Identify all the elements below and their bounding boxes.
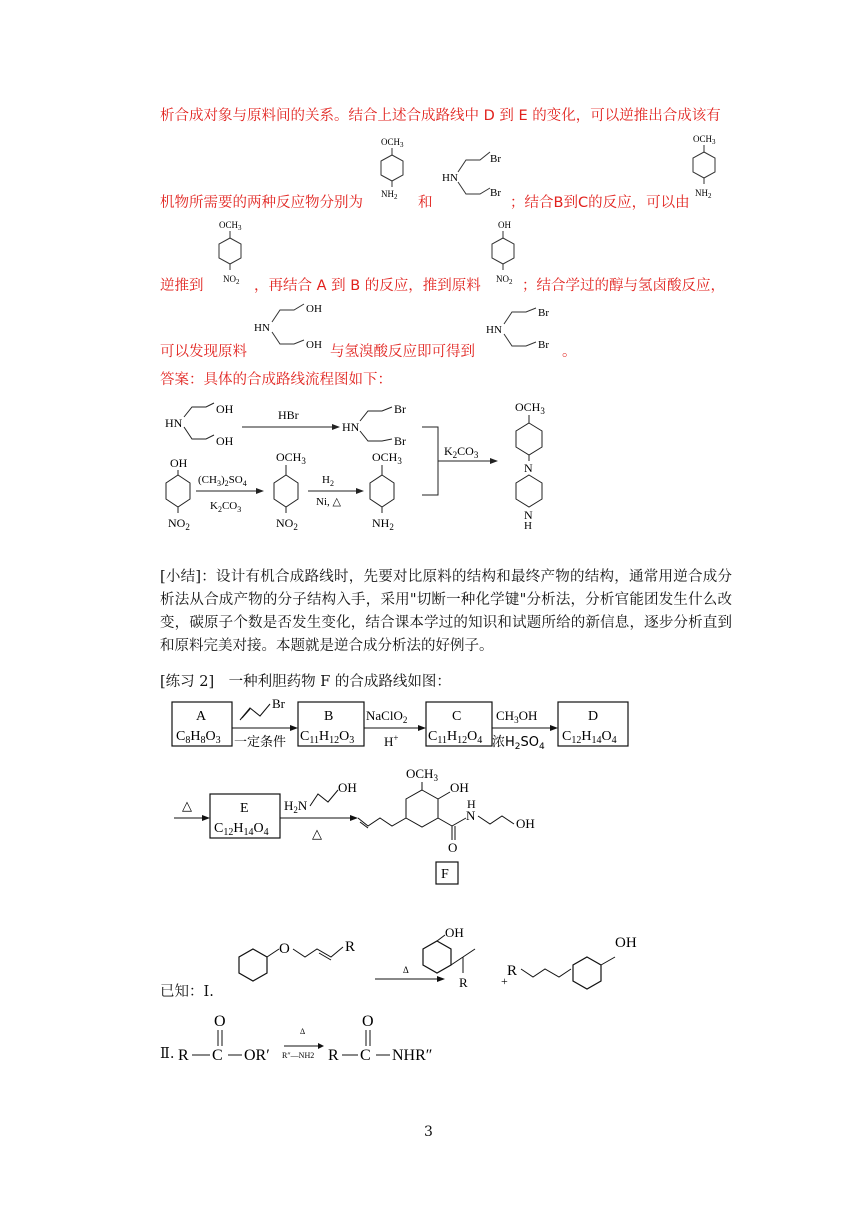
svg-text:OH: OH <box>216 402 234 416</box>
structure-bis-bromoethylamine <box>440 148 510 208</box>
synthesis-scheme-1 <box>160 395 720 530</box>
svg-text:HN: HN <box>486 324 502 336</box>
structure-p-nitrophenol <box>478 216 528 288</box>
structure-p-anisidine-2 <box>685 130 745 202</box>
svg-text:E: E <box>240 801 249 816</box>
svg-text:HN: HN <box>442 172 458 184</box>
svg-text:Δ: Δ <box>403 965 409 975</box>
page-number: 3 <box>424 1124 433 1140</box>
svg-text:C12H14O4: $C_{12}H_{14}O_4$ <box>562 729 617 746</box>
svg-text:C: C <box>452 709 462 724</box>
svg-text:Br: Br <box>490 153 501 165</box>
synthesis-scheme-2 <box>160 694 760 894</box>
svg-text:F: F <box>441 867 449 882</box>
summary-paragraph: [小结]：设计有机合成路线时，先要对比原料的结构和最终产物的结构，通常用逆合成分析法从合成产物的分子结构入手，采用"切断一种化学键"分析法，分析官能团发生什么改变，碳原子个数是否发生变化，结合课本学过的知识和试题所给的新信息，逐步分析直到和原料完美对接。本题就是逆合成分析法的好例子。 <box>160 569 732 654</box>
svg-text:R: R <box>459 975 468 990</box>
exercise-heading: [练习 2] 一种利胆药物 F 的合成路线如图： <box>160 674 451 690</box>
paragraph-line-4b: 与氢溴酸反应即可得到 <box>330 344 475 360</box>
paragraph-line-3a: 逆推到 <box>160 278 204 294</box>
svg-text:N: N <box>466 808 476 823</box>
paragraph-line-2c: ；结合B到C的反应，可以由 <box>510 195 690 211</box>
svg-text:OH: OH <box>216 434 234 448</box>
svg-text:NaClO2: NaClO$_2$ <box>366 708 408 725</box>
svg-text:O: O <box>448 840 458 855</box>
svg-text:OR′: OR′ <box>244 1047 270 1064</box>
paragraph-line-2b: 和 <box>418 195 433 211</box>
svg-text:C12H14O4: $C_{12}H_{14}O_4$ <box>214 821 269 838</box>
structure-diethanolamine <box>252 298 332 360</box>
svg-text:K2CO3: $K_2CO_3$ <box>444 444 479 460</box>
svg-text:Br: Br <box>490 187 501 199</box>
svg-text:一定条件: 一定条件 <box>234 735 287 750</box>
svg-text:OCH3: $OCH_3$ <box>515 400 545 416</box>
svg-text:OCH3: $OCH_3$ <box>406 766 438 783</box>
svg-text:OH: OH <box>170 456 188 470</box>
svg-text:NO2: $NO_2$ <box>223 274 240 286</box>
known-label-2: Ⅱ. <box>160 1046 175 1062</box>
svg-text:H: H <box>467 797 476 811</box>
svg-text:(CH3)2SO4: $(CH_3)_2SO_4$ <box>198 474 247 488</box>
svg-text:C11H12O3: $C_{11}H_{12}O_3$ <box>300 729 355 746</box>
svg-text:R: R <box>345 939 356 955</box>
paragraph-line-2a: 机物所需要的两种反应物分别为 <box>160 195 363 211</box>
paragraph-line-3c: ；结合学过的醇与氢卤酸反应， <box>522 278 725 294</box>
svg-text:Δ: Δ <box>300 1027 306 1036</box>
svg-text:OH: OH <box>338 780 357 795</box>
svg-text:OH: OH <box>306 303 322 315</box>
svg-text:H2N: $H_2N$ <box>284 798 308 815</box>
svg-text:△: △ <box>312 826 322 841</box>
svg-text:HN: HN <box>254 322 270 334</box>
svg-text:NH2: $NH_2$ <box>381 189 398 201</box>
svg-text:O: O <box>279 941 290 957</box>
svg-text:R: R <box>507 963 518 979</box>
svg-text:OCH3: $OCH_3$ <box>219 220 242 232</box>
svg-text:K2CO3: $K_2CO_3$ <box>210 500 242 514</box>
svg-text:Br: Br <box>538 307 549 319</box>
svg-text:OH: OH <box>516 816 535 831</box>
paragraph-line-4c: 。 <box>562 344 577 360</box>
known-reaction-1 <box>225 925 705 1005</box>
svg-text:NHR″: NHR″ <box>392 1047 433 1064</box>
scheme1-diethanolamine <box>165 402 234 448</box>
svg-text:Br: Br <box>394 434 406 448</box>
svg-text:NH2: $NH_2$ <box>695 188 712 200</box>
svg-text:NO2: $NO_2$ <box>168 516 190 530</box>
svg-text:+: + <box>501 974 508 988</box>
svg-text:N: N <box>524 508 533 522</box>
svg-text:NH2: $NH_2$ <box>372 516 394 530</box>
svg-text:H: H <box>524 520 532 530</box>
svg-text:R: R <box>178 1047 189 1064</box>
svg-text:OCH3: $OCH_3$ <box>372 450 402 466</box>
svg-text:NO2: $NO_2$ <box>496 274 513 286</box>
svg-text:OH: OH <box>498 220 511 230</box>
svg-text:浓H2SO4: 浓$H_2SO_4$ <box>492 735 545 752</box>
svg-text:N: N <box>524 461 533 475</box>
paragraph-line-1: 析合成对象与原料间的关系。结合上述合成路线中 D 到 E 的变化，可以逆推出合成该有 <box>160 108 721 124</box>
svg-text:OH: OH <box>306 339 322 351</box>
svg-text:C8H8O3: $C_8H_8O_3$ <box>176 729 221 746</box>
svg-text:C: C <box>212 1047 223 1064</box>
svg-text:Br: Br <box>272 696 285 711</box>
structure-p-anisidine <box>365 135 425 207</box>
svg-text:Br: Br <box>394 402 406 416</box>
svg-text:HN: HN <box>342 420 360 434</box>
svg-text:O: O <box>214 1013 226 1030</box>
svg-text:H+: H+ <box>384 733 399 749</box>
svg-text:CH3OH: $CH_3OH$ <box>496 708 538 725</box>
svg-text:NO2: $NO_2$ <box>276 516 298 530</box>
svg-text:Br: Br <box>538 339 549 351</box>
svg-text:R″—NH2: R″—NH2 <box>282 1051 315 1060</box>
answer-label: 答案：具体的合成路线流程图如下： <box>160 372 392 388</box>
svg-text:R: R <box>328 1047 339 1064</box>
svg-text:OH: OH <box>615 935 637 951</box>
svg-text:OH: OH <box>445 925 464 940</box>
svg-text:OCH3: $OCH_3$ <box>381 137 404 149</box>
known-label: 已知：Ⅰ. <box>160 984 214 1000</box>
svg-text:D: D <box>588 709 599 724</box>
svg-text:△: △ <box>182 798 192 813</box>
known-reaction-2 <box>178 1012 478 1072</box>
svg-text:OCH3: $OCH_3$ <box>276 450 306 466</box>
svg-text:Ni, △: Ni, △ <box>316 496 341 508</box>
svg-text:O: O <box>362 1013 374 1030</box>
svg-text:HN: HN <box>165 416 183 430</box>
structure-bis-bromoethylamine-2 <box>484 304 559 364</box>
svg-text:B: B <box>324 709 334 724</box>
svg-text:HBr: HBr <box>278 408 299 422</box>
svg-text:C: C <box>360 1047 371 1064</box>
paragraph-line-3b: ，再结合 A 到 B 的反应，推到原料 <box>254 278 481 294</box>
svg-text:C11H12O4: $C_{11}H_{12}O_4$ <box>428 729 483 746</box>
svg-text:OCH3: $OCH_3$ <box>693 134 716 146</box>
svg-text:A: A <box>196 709 207 724</box>
paragraph-line-4a: 可以发现原料 <box>160 344 247 360</box>
structure-p-nitroanisole <box>205 216 255 288</box>
svg-text:H2: $H_2$ <box>322 474 334 488</box>
svg-text:OH: OH <box>450 780 469 795</box>
